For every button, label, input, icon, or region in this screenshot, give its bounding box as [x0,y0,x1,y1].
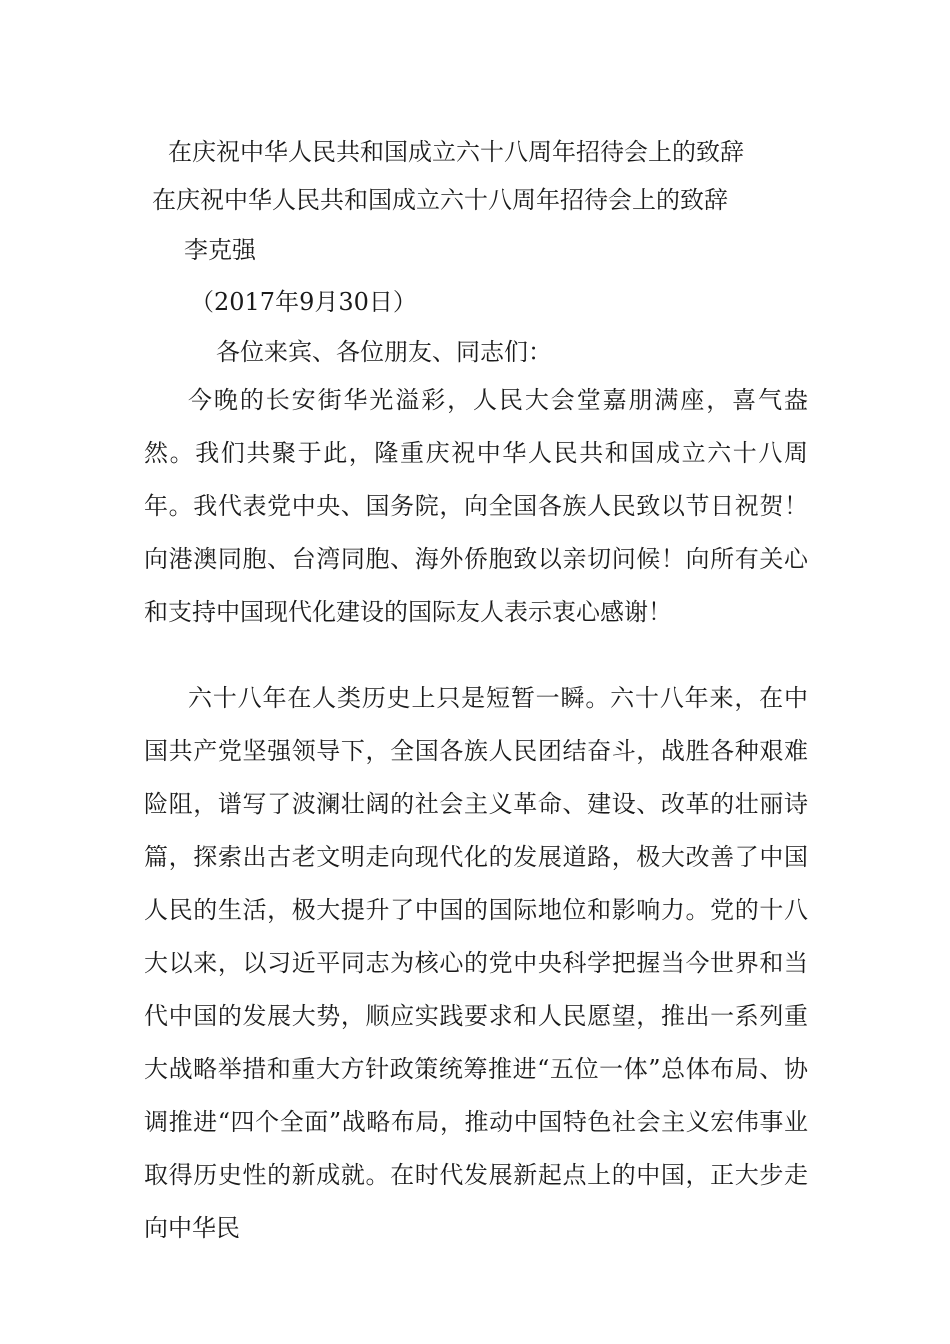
body-paragraph-2: 六十八年在人类历史上只是短暂一瞬。六十八年来，在中国共产党坚强领导下，全国各族人民团结奋斗，战胜各种艰难险阻，谱写了波澜壮阔的社会主义革命、建设、改革的壮丽诗篇，探索出古老文明走向现代化的发展道路，极大改善了中国人民的生活，极大提升了中国的国际地位和影响力。党的十八大以来，以习近平同志为核心的党中央科学把握当今世界和当代中国的发展大势，顺应实践要求和人民愿望，推出一系列重大战略举措和重大方针政策统筹推进“五位一体”总体布局、协调推进“四个全面”战略布局，推动中国特色社会主义宏伟事业取得历史性的新成就。在时代发展新起点上的中国，正大步走向中华民 [144,684,808,1242]
document-title: 在庆祝中华人民共和国成立六十八周年招待会上的致辞 [168,138,744,166]
salutation: 各位来宾、各位朋友、同志们： [216,338,552,366]
document-subtitle: 在庆祝中华人民共和国成立六十八周年招待会上的致辞 [152,186,728,214]
author-name: 李克强 [184,236,256,264]
speech-date: （2017年9月30日） [190,288,417,316]
body-paragraph-1: 今晚的长安街华光溢彩，人民大会堂嘉朋满座，喜气盎然。我们共聚于此，隆重庆祝中华人民共和国成立六十八周年。我代表党中央、国务院，向全国各族人民致以节日祝贺！向港澳同胞、台湾同胞、海外侨胞致以亲切问候！向所有关心和支持中国现代化建设的国际友人表示衷心感谢！ [144,386,808,626]
